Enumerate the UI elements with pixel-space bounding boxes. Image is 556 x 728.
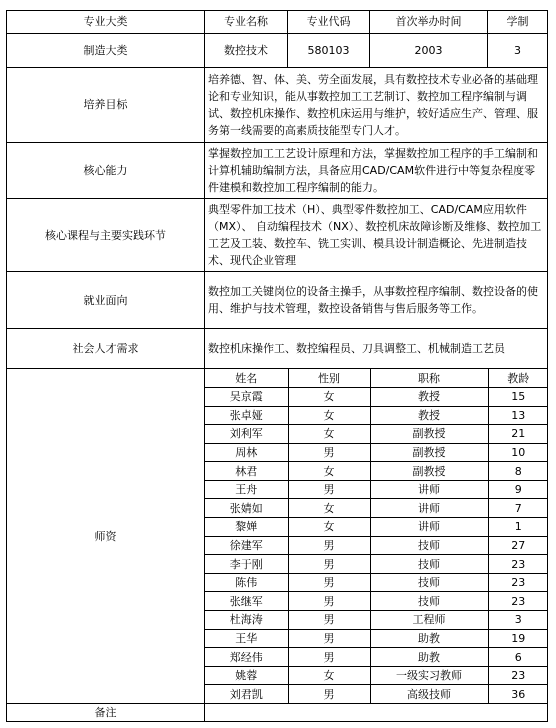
faculty-name-cell: 林君 — [205, 462, 288, 481]
faculty-gender-cell: 男 — [288, 629, 370, 648]
faculty-years-cell: 1 — [488, 518, 548, 537]
faculty-row — [7, 369, 548, 704]
faculty-label: 师资 — [7, 369, 205, 704]
section-label-core-ability: 核心能力 — [7, 143, 205, 199]
faculty-name-cell: 张继军 — [205, 592, 288, 611]
program-code: 580103 — [288, 34, 370, 68]
faculty-table-row — [205, 387, 548, 406]
faculty-gender-cell: 男 — [288, 573, 370, 592]
faculty-table-row — [205, 425, 548, 444]
faculty-title-cell: 工程师 — [370, 611, 488, 630]
faculty-years-cell: 23 — [488, 555, 548, 574]
faculty-years-cell: 23 — [488, 592, 548, 611]
faculty-years-cell: 6 — [488, 648, 548, 667]
faculty-gender-cell: 男 — [288, 480, 370, 499]
header-name: 专业名称 — [205, 11, 288, 34]
faculty-name-cell: 陈伟 — [205, 573, 288, 592]
faculty-gender-cell: 女 — [288, 518, 370, 537]
faculty-gender-cell: 女 — [288, 406, 370, 425]
faculty-years-cell: 3 — [488, 611, 548, 630]
faculty-title-cell: 助教 — [370, 648, 488, 667]
remarks-text — [205, 704, 548, 722]
faculty-gender-cell: 女 — [288, 499, 370, 518]
section-text-core-ability: 掌握数控加工工艺设计原理和方法，掌握数控加工程序的手工编制和计算机辅助编制方法，具备应用CAD/CAM软件进行中等复杂程度零件建模和数控加工程序编制的能力。 — [205, 143, 548, 199]
faculty-table-row — [205, 555, 548, 574]
header-category: 专业大类 — [7, 11, 205, 34]
faculty-table-row — [205, 685, 548, 703]
faculty-gender-cell: 女 — [288, 666, 370, 685]
faculty-name-cell: 王华 — [205, 629, 288, 648]
faculty-title-cell: 副教授 — [370, 425, 488, 444]
faculty-gender-cell: 女 — [288, 462, 370, 481]
program-row — [7, 34, 548, 68]
section-text-talent-demand: 数控机床操作工、数控编程员、刀具调整工、机械制造工艺员 — [205, 329, 548, 369]
section-row-objectives — [7, 68, 548, 143]
faculty-title-cell: 技师 — [370, 592, 488, 611]
faculty-years-cell: 13 — [488, 406, 548, 425]
faculty-name-cell: 杜海涛 — [205, 611, 288, 630]
faculty-gender-cell: 男 — [288, 685, 370, 703]
faculty-name-cell: 郑经伟 — [205, 648, 288, 667]
program-name: 数控技术 — [205, 34, 288, 68]
faculty-gender-cell: 男 — [288, 648, 370, 667]
faculty-gender-cell: 男 — [288, 611, 370, 630]
faculty-name-cell: 徐建军 — [205, 536, 288, 555]
faculty-years-cell: 27 — [488, 536, 548, 555]
faculty-title-cell: 教授 — [370, 406, 488, 425]
section-label-objectives: 培养目标 — [7, 68, 205, 143]
faculty-title-cell: 一级实习教师 — [370, 666, 488, 685]
faculty-table-row — [205, 499, 548, 518]
faculty-col-name: 姓名 — [205, 369, 288, 387]
faculty-gender-cell: 男 — [288, 443, 370, 462]
faculty-name-cell: 张卓娅 — [205, 406, 288, 425]
header-duration: 学制 — [488, 11, 548, 34]
faculty-table-row — [205, 518, 548, 537]
faculty-years-cell: 8 — [488, 462, 548, 481]
faculty-name-cell: 姚蓉 — [205, 666, 288, 685]
faculty-title-cell: 讲师 — [370, 480, 488, 499]
faculty-name-cell: 刘君凯 — [205, 685, 288, 703]
faculty-title-cell: 技师 — [370, 555, 488, 574]
program-first-year: 2003 — [370, 34, 488, 68]
program-duration: 3 — [488, 34, 548, 68]
faculty-name-cell: 王舟 — [205, 480, 288, 499]
faculty-col-years: 教龄 — [488, 369, 548, 387]
faculty-title-cell: 高级技师 — [370, 685, 488, 703]
header-row — [7, 11, 548, 34]
faculty-header-row — [205, 369, 548, 387]
faculty-title-cell: 技师 — [370, 536, 488, 555]
faculty-title-cell: 教授 — [370, 387, 488, 406]
faculty-col-title: 职称 — [370, 369, 488, 387]
faculty-gender-cell: 男 — [288, 592, 370, 611]
faculty-name-cell: 黎婵 — [205, 518, 288, 537]
section-label-talent-demand: 社会人才需求 — [7, 329, 205, 369]
faculty-table-row — [205, 629, 548, 648]
faculty-table — [205, 369, 548, 703]
faculty-col-gender: 性别 — [288, 369, 370, 387]
faculty-name-cell: 张婧如 — [205, 499, 288, 518]
section-label-employment: 就业面向 — [7, 272, 205, 329]
faculty-title-cell: 副教授 — [370, 462, 488, 481]
faculty-years-cell: 19 — [488, 629, 548, 648]
section-text-employment: 数控加工关键岗位的设备主操手，从事数控程序编制、数控设备的使用、维护与技术管理，数控设备销售与售后服务等工作。 — [205, 272, 548, 329]
faculty-table-row — [205, 666, 548, 685]
faculty-gender-cell: 男 — [288, 555, 370, 574]
header-first-year: 首次举办时间 — [370, 11, 488, 34]
faculty-name-cell: 吴京霞 — [205, 387, 288, 406]
program-info-table — [6, 10, 548, 722]
header-code: 专业代码 — [288, 11, 370, 34]
faculty-name-cell: 李于刚 — [205, 555, 288, 574]
faculty-cell — [205, 369, 548, 704]
faculty-title-cell: 讲师 — [370, 518, 488, 537]
section-text-objectives: 培养德、智、体、美、劳全面发展，具有数控技术专业必备的基础理论和专业知识，能从事数控加工工艺制订、数控加工程序编制与调试、数控机床操作、数控机床运用与维护，较好适应生产、管理、服务第一线需要的高素质技能型专门人才。 — [205, 68, 548, 143]
faculty-table-row — [205, 462, 548, 481]
faculty-table-row — [205, 648, 548, 667]
faculty-years-cell: 23 — [488, 573, 548, 592]
section-row-courses — [7, 199, 548, 272]
faculty-title-cell: 技师 — [370, 573, 488, 592]
faculty-years-cell: 7 — [488, 499, 548, 518]
faculty-gender-cell: 女 — [288, 387, 370, 406]
faculty-years-cell: 15 — [488, 387, 548, 406]
faculty-table-row — [205, 611, 548, 630]
faculty-table-row — [205, 573, 548, 592]
section-row-core-ability — [7, 143, 548, 199]
remarks-row — [7, 704, 548, 722]
faculty-table-row — [205, 443, 548, 462]
faculty-gender-cell: 男 — [288, 536, 370, 555]
program-category: 制造大类 — [7, 34, 205, 68]
section-label-courses: 核心课程与主要实践环节 — [7, 199, 205, 272]
faculty-years-cell: 9 — [488, 480, 548, 499]
faculty-years-cell: 21 — [488, 425, 548, 444]
faculty-title-cell: 助教 — [370, 629, 488, 648]
faculty-name-cell: 周林 — [205, 443, 288, 462]
faculty-years-cell: 10 — [488, 443, 548, 462]
section-row-talent-demand — [7, 329, 548, 369]
section-text-courses: 典型零件加工技术（H）、典型零件数控加工、CAD/CAM应用软件（MX）、 自动编程技术（NX）、数控机床故障诊断及维修、数控加工工艺及工装、数控车、铣工实训、模具设计制造概论、先进制造技术、现代企业管理 — [205, 199, 548, 272]
faculty-years-cell: 36 — [488, 685, 548, 703]
remarks-label: 备注 — [7, 704, 205, 722]
section-row-employment — [7, 272, 548, 329]
faculty-title-cell: 讲师 — [370, 499, 488, 518]
faculty-table-row — [205, 406, 548, 425]
faculty-gender-cell: 女 — [288, 425, 370, 444]
faculty-table-row — [205, 480, 548, 499]
faculty-table-row — [205, 592, 548, 611]
faculty-years-cell: 23 — [488, 666, 548, 685]
faculty-table-row — [205, 536, 548, 555]
faculty-title-cell: 副教授 — [370, 443, 488, 462]
faculty-name-cell: 刘利军 — [205, 425, 288, 444]
